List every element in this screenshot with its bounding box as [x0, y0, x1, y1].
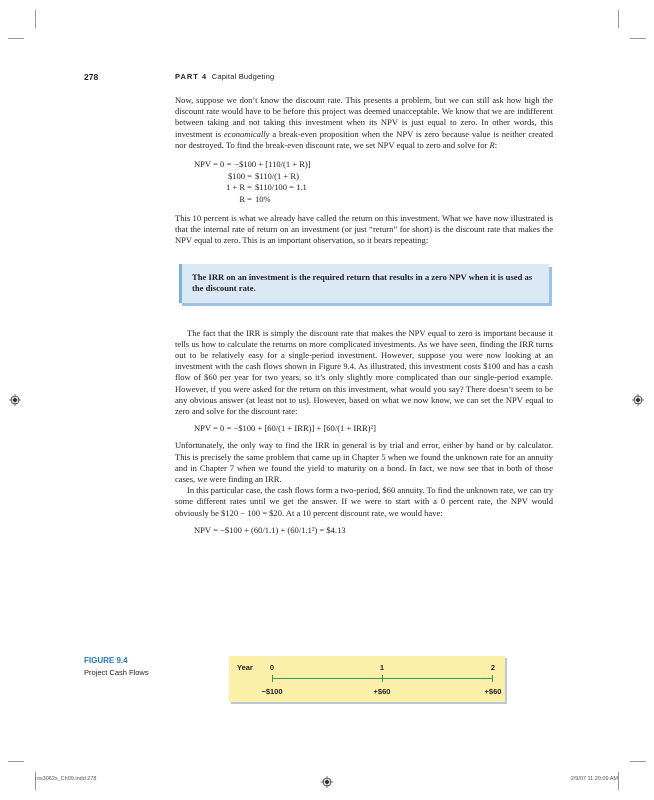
paragraph: This 10 percent is what we already have called the return on this investment. What we have now illustrated is that the internal rate of return on an investment (or just “return” for short) is the discount rate that makes the NPV equal to zero. This is an important observation, so it bears repeating: — [175, 213, 553, 246]
registration-mark-icon — [321, 776, 333, 788]
cash-flow-timeline — [229, 656, 505, 702]
equation-line: R = 10% — [239, 193, 271, 204]
crop-mark — [35, 10, 36, 28]
equation-line: NPV = 0 = −$100 + [110/(1 + R)] — [194, 159, 311, 170]
variable: R — [489, 139, 495, 150]
crop-mark — [630, 38, 646, 39]
period-label: 1 — [379, 663, 385, 672]
body-text — [175, 95, 553, 542]
cash-flow-value: +$60 — [484, 687, 502, 696]
timeline-tick — [382, 675, 383, 682]
paragraph: Unfortunately, the only way to find the IRR in general is by trial and error, either by hand or by calculator. This is precisely the same problem that came up in Chapter 5 when we found the unknown rate for an annuity and in Chapter 7 when we found the yield to maturity on a bond. In fact, we now see that in both of those cases, we were finding an IRR. — [175, 440, 553, 485]
crop-mark — [618, 772, 619, 790]
equation: NPV = −$100 + (60/1.1) + (60/1.1²) = $4.13 — [194, 524, 346, 535]
crop-mark — [630, 761, 646, 762]
print-footer-stamp: 2/9/07 11:20:09 AM — [570, 776, 618, 782]
part-name: Capital Budgeting — [211, 72, 275, 81]
crop-mark — [8, 38, 24, 39]
equation-line: $100 = $110/(1 + R) — [227, 170, 299, 181]
figure-label — [84, 656, 149, 677]
paragraph: Now, suppose we don’t know the discount rate. This presents a problem, but we can still ask how high the discount rate would have to be before this project was deemed unacceptable. We know that we are indifferent between taking and not taking this investment when its NPV is just equal to zero. In other words, this investment is economically a break-even proposition when the NPV is zero because value is neither created nor destroyed. To find the break-even discount rate, we set NPV equal to zero and solve for R: — [175, 95, 554, 150]
emphasis: economically — [223, 128, 270, 139]
part-label: PART 4 — [175, 72, 208, 81]
period-label: 2 — [490, 663, 496, 672]
page-number: 278 — [84, 72, 99, 82]
period-label: 0 — [269, 663, 275, 672]
highlight-box: The IRR on an investment is the required return that results in a zero NPV when it is used as the discount rate. — [179, 264, 549, 303]
cash-flow-value: +$60 — [373, 687, 391, 696]
registration-mark-icon — [9, 394, 21, 406]
figure-caption: Project Cash Flows — [84, 668, 149, 677]
timeline-tick — [492, 675, 493, 682]
equation-line: 1 + R = $110/100 = 1.1 — [225, 182, 307, 193]
running-header — [0, 72, 654, 86]
equation: NPV = 0 = −$100 + [60/(1 + IRR)] + [60/(1 + IRR)²] — [194, 423, 376, 434]
crop-mark — [8, 761, 24, 762]
timeline-tick — [272, 675, 273, 682]
part-title — [175, 72, 274, 81]
equation-block — [175, 159, 553, 205]
cash-flow-value: −$100 — [261, 687, 283, 696]
paragraph: In this particular case, the cash flows form a two-period, $60 annuity. To find the unknown rate, we can try some different rates until we get the answer. If we were to start with a 0 percent rate, the NPV would obviously be $120 − 100 = $20. At a 10 percent discount rate, we would have: — [175, 485, 553, 518]
crop-mark — [618, 10, 619, 28]
year-label: Year — [237, 663, 253, 672]
print-footer-file: ros3062x_Ch09.indd 278 — [35, 776, 97, 782]
figure-title: FIGURE 9.4 — [84, 656, 128, 665]
registration-mark-icon — [632, 394, 644, 406]
paragraph: The fact that the IRR is simply the discount rate that makes the NPV equal to zero is important because it tells us how to calculate the returns on more complicated investments. As we have seen, finding the IRR turns out to be relatively easy for a single-period investment. However, suppose you were now looking at an investment with the cash flows shown in Figure 9.4. As illustrated, this investment costs $100 and has a cash flow of $60 per year for two years, so it’s only slightly more complicated than our single-period example. However, if you were asked for the return on this investment, what would you say? There doesn’t seem to be any obvious answer (at least not to us). However, based on what we now know, we can set the NPV equal to zero and solve for the discount rate: — [175, 327, 553, 417]
